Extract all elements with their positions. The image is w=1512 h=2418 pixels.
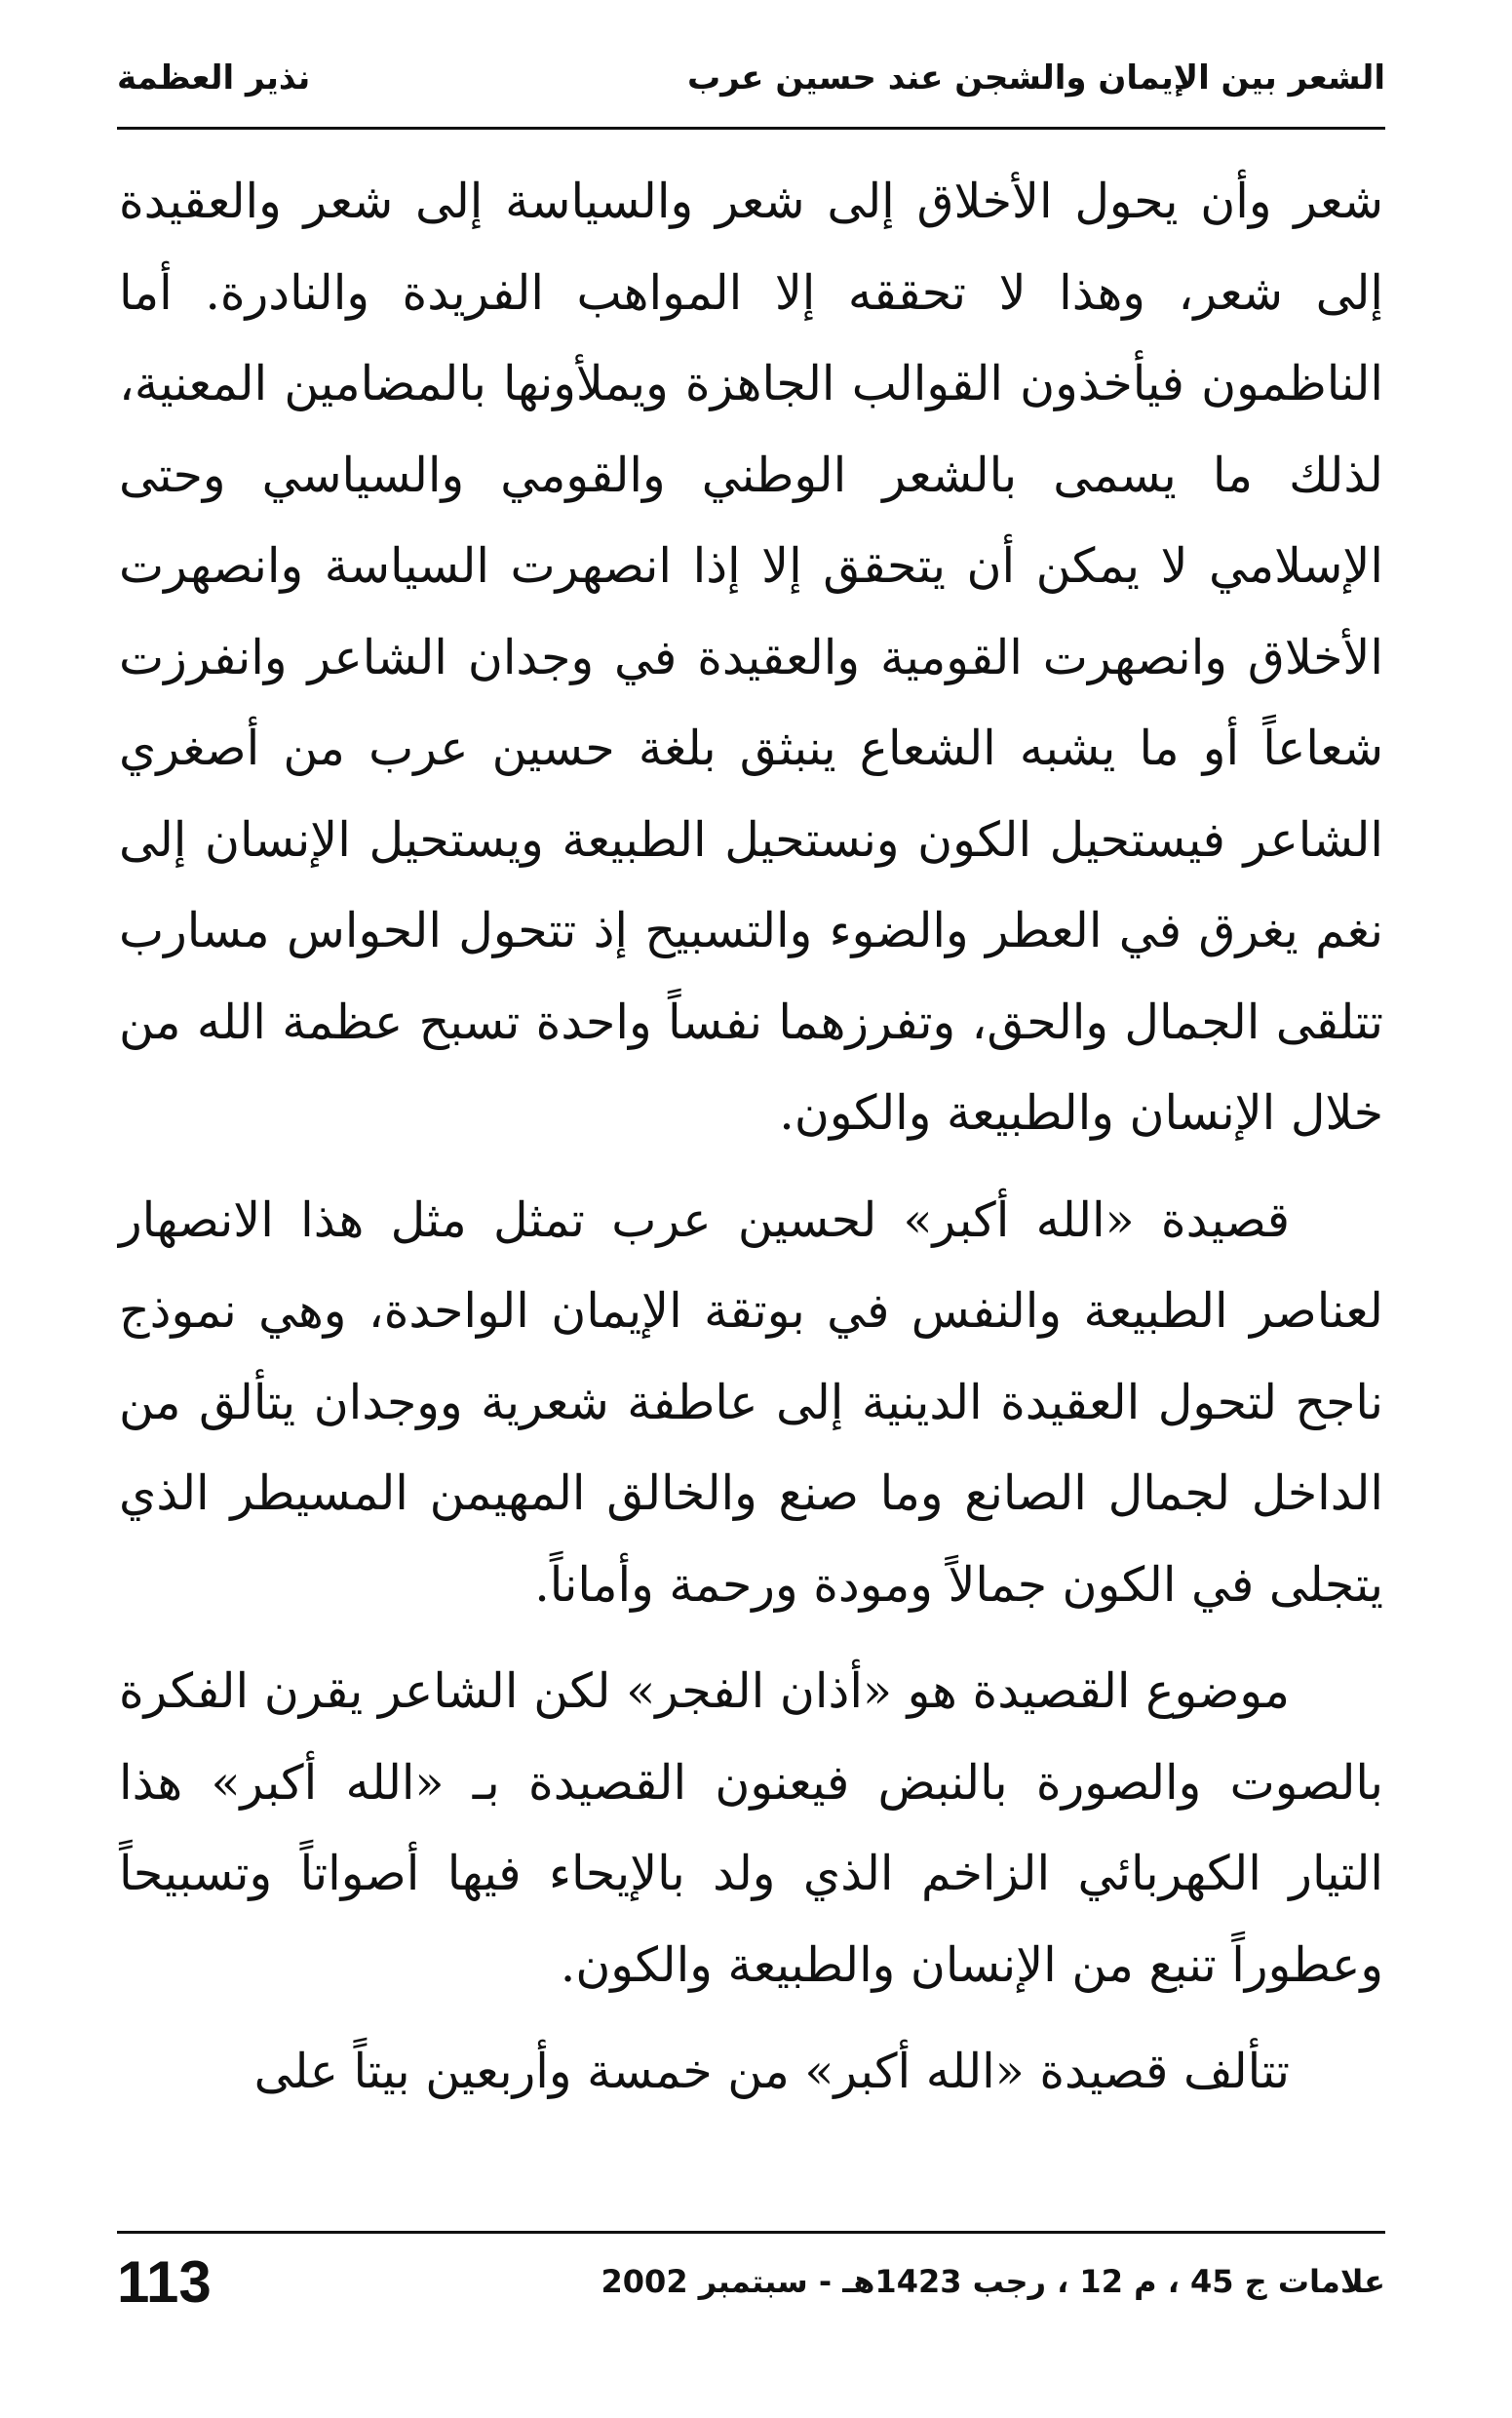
article-title: الشعر بين الإيمان والشجن عند حسين عرب <box>686 58 1385 98</box>
journal-info: علامات ج 45 ، م 12 ، رجب 1423هـ - سبتمبر 2002 <box>601 2263 1385 2300</box>
header-divider <box>117 127 1385 130</box>
page-number: 113 <box>117 2248 212 2315</box>
author-name: نذير العظمة <box>117 58 311 98</box>
paragraph-3: موضوع القصيدة هو «أذان الفجر» لكن الشاعر يقرن الفكرة بالصوت والصورة بالنبض فيعنون القصيدة بـ «الله أكبر» هذا التيار الكهربائي الزاخم الذي ولد بالإيحاء فيها أصواتاً وتسبيحاً وعطوراً تنبع من الإنسان والطبيعة والكون. <box>119 1663 1383 1993</box>
body-text <box>119 156 1383 2118</box>
paragraph-1: شعر وأن يحول الأخلاق إلى شعر والسياسة إلى شعر والعقيدة إلى شعر، وهذا لا تحققه إلا المواهب الفريدة والنادرة. أما الناظمون فيأخذون القوالب الجاهزة ويملأونها بالمضامين المعنية، لذلك ما يسمى بالشعر الوطني والقومي والسياسي وحتى الإسلامي لا يمكن أن يتحقق إلا إذا انصهرت السياسة وانصهرت الأخلاق وانصهرت القومية والعقيدة في وجدان الشاعر وانفرزت شعاعاً أو ما يشبه الشعاع ينبثق بلغة حسين عرب من أصغري الشاعر فيستحيل الكون ونستحيل الطبيعة ويستحيل الإنسان إلى نغم يغرق في العطر والضوء والتسبيح إذ تتحول الحواس مسارب تتلقى الجمال والحق، وتفرزهما نفساً واحدة تسبح عظمة الله من خلال الإنسان والطبيعة والكون. <box>119 174 1383 1141</box>
paragraph-4: تتألف قصيدة «الله أكبر» من خمسة وأربعين بيتاً على <box>253 2044 1290 2099</box>
paragraph-2: قصيدة «الله أكبر» لحسين عرب تمثل مثل هذا الانصهار لعناصر الطبيعة والنفس في بوتقة الإيمان الواحدة، وهي نموذج ناجح لتحول العقيدة الدينية إلى عاطفة شعرية ووجدان يتألق من الداخل لجمال الصانع وما صنع والخالق المهيمن المسيطر الذي يتجلى في الكون جمالاً ومودة ورحمة وأماناً. <box>119 1191 1383 1613</box>
running-footer <box>117 2242 1385 2320</box>
footer-divider <box>117 2231 1385 2234</box>
running-header <box>117 39 1385 117</box>
